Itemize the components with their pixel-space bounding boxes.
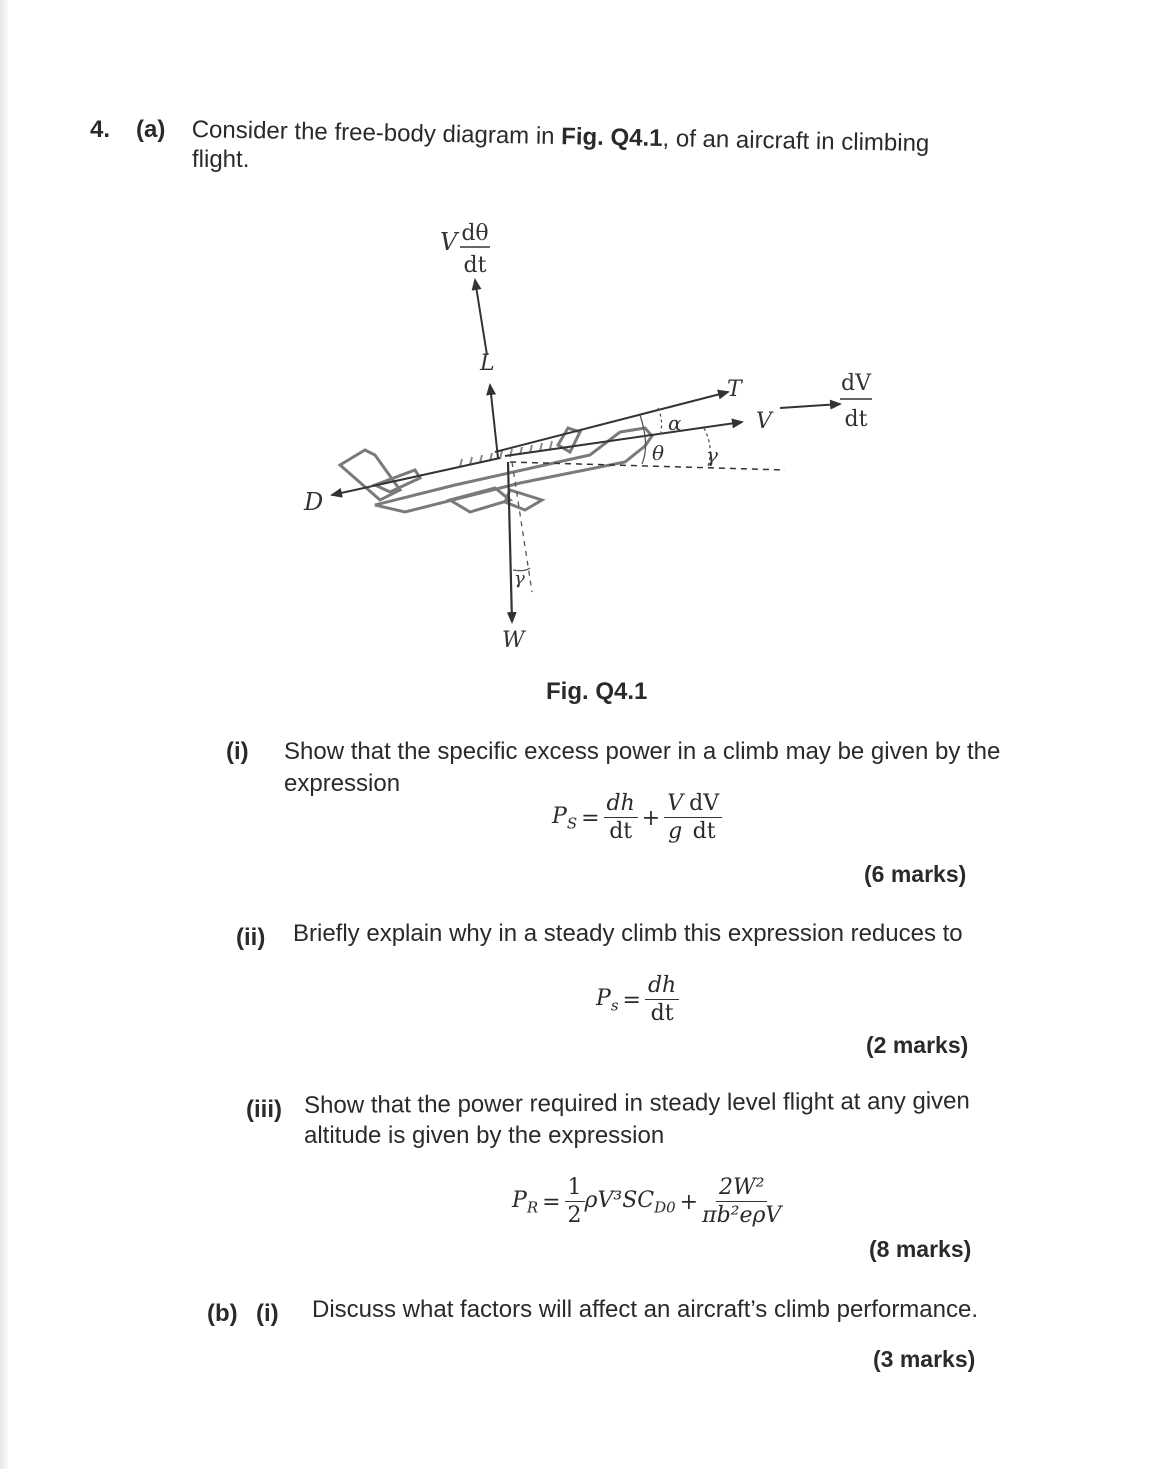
part-a-label: (a) <box>136 116 166 143</box>
part-i-marks: (6 marks) <box>864 861 967 887</box>
part-ii-label: (ii) <box>236 924 266 951</box>
label-weight: W <box>502 628 525 653</box>
label-alpha: α <box>668 411 682 435</box>
label-weight-gamma: γ <box>514 568 525 589</box>
eq2-fraction-dh-dt: $\frac{dh}{dt}$ <box>645 974 679 1026</box>
label-gamma: γ <box>706 443 718 467</box>
part-iii-text-line1: Show that the power required in steady level flight at any given <box>304 1087 970 1119</box>
part-ii-text: Briefly explain why in a steady climb this expression reduces to <box>293 920 963 947</box>
part-iii-text-line2: altitude is given by the expression <box>304 1122 665 1149</box>
acceleration-vector <box>780 404 840 408</box>
part-i-text-line2: expression <box>284 770 401 797</box>
label-velocity: V <box>756 409 772 434</box>
part-b-i-marks: (3 marks) <box>873 1346 976 1372</box>
equation-steady-climb <box>596 974 679 1026</box>
part-i-label: (i) <box>226 738 249 765</box>
eq1-plus: + <box>641 805 661 831</box>
eq3-plus: + <box>679 1189 699 1215</box>
label-centripetal-num: dθ <box>461 221 489 246</box>
part-b-i-text: Discuss what factors will affect an aircraft’s climb performance. <box>312 1296 979 1323</box>
eq3-parasite-term: $\rho V^3SC_{D0}$ <box>584 1187 676 1217</box>
theta-arc <box>640 415 646 464</box>
intro-text-start: Consider the free-body diagram in <box>191 116 562 151</box>
label-lift: L <box>480 351 495 376</box>
eq3-equals: = <box>542 1189 561 1215</box>
label-theta: θ <box>652 441 665 465</box>
part-b-i-label: (i) <box>256 1300 279 1327</box>
drag-vector <box>332 458 500 495</box>
part-iii-marks: (8 marks) <box>869 1236 972 1262</box>
eq3-induced-fraction: $\frac{\text{2W²}}{\text{πb²eρV}}$ <box>702 1175 782 1229</box>
centripetal-vector <box>475 280 487 355</box>
eq2-lhs: $P_s$ <box>596 985 619 1015</box>
label-centripetal-den: dt <box>463 253 487 278</box>
question-number: 4. <box>90 116 111 143</box>
label-drag: D <box>304 488 324 516</box>
eq1-lhs: $P_S$ <box>552 803 578 833</box>
question-intro-line2: flight. <box>192 146 250 173</box>
part-b-label: (b) <box>207 1300 238 1327</box>
part-ii-marks: (2 marks) <box>866 1032 969 1058</box>
label-thrust: T <box>727 377 742 402</box>
eq2-equals: = <box>622 987 641 1013</box>
label-acceleration-den: dt <box>844 407 868 432</box>
eq1-fraction-v-g: $\frac{V}{g}$ <box>664 792 686 844</box>
question-intro-line1 <box>191 116 929 158</box>
equation-power-required <box>512 1176 781 1228</box>
label-centripetal-V: V <box>440 228 458 256</box>
eq1-fraction-dh-dt: $\frac{dh}{dt}$ <box>604 792 638 844</box>
thrust-vector <box>495 392 728 452</box>
part-i-text-line1: Show that the specific excess power in a climb may be given by the <box>284 738 1001 765</box>
part-iii-label: (iii) <box>246 1096 282 1123</box>
eq3-lhs: $P_R$ <box>512 1187 539 1217</box>
eq3-fraction-half: $\frac{1}{2}$ <box>565 1176 585 1228</box>
lift-vector <box>490 385 498 458</box>
free-body-diagram <box>280 200 900 670</box>
intro-figure-reference: Fig. Q4.1 <box>560 123 663 153</box>
intro-text-end: , of an aircraft in climbing <box>662 125 930 158</box>
figure-caption: Fig. Q4.1 <box>546 678 648 705</box>
page-edge-shadow <box>0 0 8 1469</box>
alpha-arc <box>658 408 662 435</box>
eq1-fraction-dv-dt: $\frac{dV}{dt}$ <box>686 792 722 844</box>
eq1-equals: = <box>581 805 600 831</box>
label-acceleration-num: dV <box>841 371 871 396</box>
equation-specific-excess-power <box>552 792 722 844</box>
